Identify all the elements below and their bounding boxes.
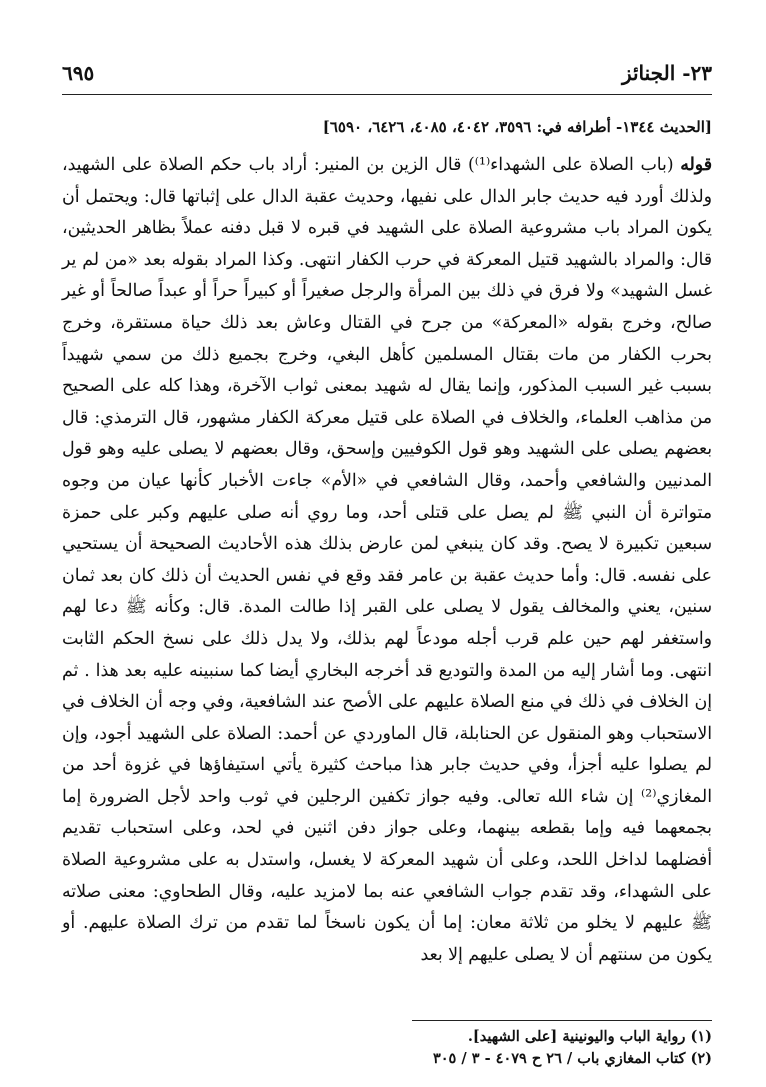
footnotes: [300, 1026, 712, 1070]
header-divider: [62, 94, 712, 95]
footnote-divider: [412, 1020, 712, 1021]
chapter-title: ٢٣- الجنائز: [621, 61, 712, 85]
hadith-reference: [الحديث ١٣٤٤- أطرافه في: ٣٥٩٦، ٤٠٤٢، ٤٠٨٥، ٦٤٢٦، ٦٥٩٠]: [322, 118, 712, 136]
commentary-text: (باب الصلاة على الشهداء⁽¹⁾) قال الزين بن المنير: أراد باب حكم الصلاة على الشهيد، ولذلك أورد فيه حديث جابر الدال على نفيها، وحديث عقبة الدال على إثباتها قال: ويحتمل أن يكون المراد باب مشروعية الصلاة على الشهيد في قبره لا قبل دفنه عملاً بظاهر الحديثين، قال: والمراد بالشهيد قتيل المعركة في حرب الكفار انتهى. وكذا المراد بقوله بعد «من لم ير غسل الشهيد» ولا فرق في ذلك بين المرأة والرجل صغيراً أو كبيراً حراً أو عبداً صالحاً أو غير صالح، وخرج بقوله «المعركة» من جرح في القتال وعاش بعد ذلك حياة مستقرة، وخرج بحرب الكفار من مات بقتال المسلمين كأهل البغي، وخرج بجميع ذلك من سمي شهيداً بسبب غير السبب المذكور، وإنما يقال له شهيد بمعنى ثواب الآخرة، وهذا كله على الصحيح من مذاهب العلماء، والخلاف في الصلاة على قتيل معركة الكفار مشهور، قال الترمذي: قال بعضهم يصلى على الشهيد وهو قول الكوفيين وإسحق، وقال بعضهم لا يصلى عليه وهو قول المدنيين والشافعي وأحمد، وقال الشافعي في «الأم» جاءت الأخبار كأنها عيان من وجوه متواترة أن النبي ﷺ لم يصل على قتلى أحد، وما روي أنه صلى عليهم وكبر على حمزة سبعين تكبيرة لا يصح. وقد كان ينبغي لمن عارض بذلك هذه الأحاديث الصحيحة أن يستحيي على نفسه. قال: وأما حديث عقبة بن عامر فقد وقع في نفس الحديث أن ذلك كان بعد ثمان سنين، يعني والمخالف يقول لا يصلى على القبر إذا طالت المدة. قال: وكأنه ﷺ دعا لهم واستغفر لهم حين علم قرب أجله مودعاً لهم بذلك، ولا يدل ذلك على نسخ الحكم الثابت انتهى. وما أشار إليه من المدة والتوديع قد أخرجه البخاري أيضا كما سنبينه عليه بعد هذا . ثم إن الخلاف في ذلك في منع الصلاة عليهم على الأصح عند الشافعية، وفي وجه أن الخلاف في الاستحباب وهو المنقول عن الحنابلة، قال الماوردي عن أحمد: الصلاة على الشهيد أجود، وإن لم يصلوا عليه أجزأ، وفي حديث جابر هذا مباحث كثيرة يأتي استيفاؤها في غزوة أحد من المغازي⁽²⁾ إن شاء الله تعالى. وفيه جواز تكفين الرجلين في ثوب واحد لأجل الضرورة إما بجمعهما فيه وإما بقطعه بينهما، وعلى جواز دفن اثنين في لحد، وعلى استحباب تقديم أفضلهما لداخل اللحد، وعلى أن شهيد المعركة لا يغسل، واستدل به على مشروعية الصلاة على الشهداء، وقد تقدم جواب الشافعي عنه بما لامزيد عليه، وقال الطحاوي: معنى صلاته ﷺ عليهم لا يخلو من ثلاثة معان: إما أن يكون ناسخاً لما تقدم من ترك الصلاة عليهم. أو يكون من سنتهم أن لا يصلى عليهم إلا بعد: [62, 155, 712, 965]
lead-word: قوله: [680, 155, 712, 175]
page-number: ٦٩٥: [62, 61, 95, 85]
commentary-paragraph: [62, 150, 712, 971]
page-header: [62, 56, 712, 90]
footnote-2: (٢) كتاب المغازي باب / ٢٦ ح ٤٠٧٩ - ٣ / ٣٠٥: [432, 1050, 712, 1067]
footnote-1: (١) رواية الباب واليونينية [على الشهيد].: [467, 1028, 712, 1045]
